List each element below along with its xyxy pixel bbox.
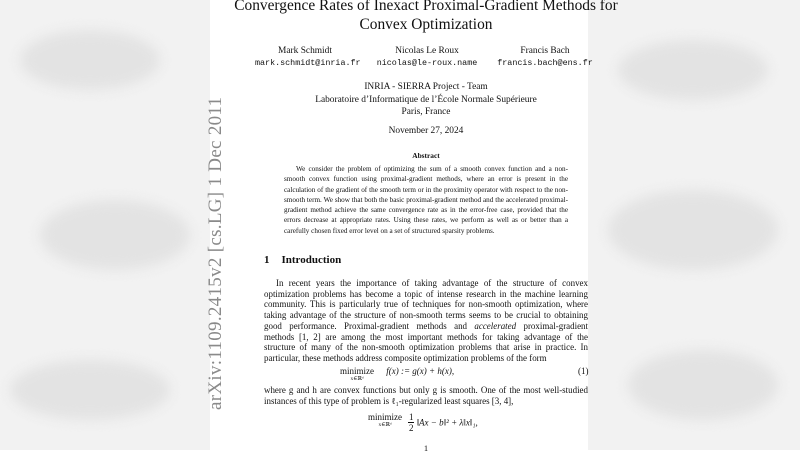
affiliation (226, 81, 626, 119)
affiliation-line-2: Laboratoire d’Informatique de l’École Normale Supérieure (315, 94, 537, 105)
author-email: nicolas@le-roux.name (376, 58, 478, 68)
abstract-heading: Abstract (412, 151, 440, 160)
arxiv-stamp: arXiv:1109.2415v2 [cs.LG] 1 Dec 2011 (205, 96, 226, 410)
abstract-text: We consider the problem of optimizing the sum of a smooth convex function and a non-smooth convex function using proximal-gradient methods, where an error is present in the calculation of the gradient of the smooth term or in the proximity operator with respect to the non-smooth term. We show that both the basic proximal-gradient method and the accelerated proximal-gradient method achieve the same convergence rate as in the error-free case, provided that the errors decrease at appropriate rates. Using these rates, we perform as well as or better than a carefully chosen fixed error level on a set of structured sparsity problems. (284, 165, 568, 235)
fraction-numerator: 1 (409, 412, 414, 422)
page-number: 1 (423, 443, 429, 453)
minimize-label: minimize (368, 412, 402, 422)
minimize-subscript: x∈ℝᵈ (378, 422, 392, 428)
author-name: Mark Schmidt (278, 46, 332, 56)
blur-blob (608, 190, 778, 270)
section-heading (264, 254, 341, 266)
section-title: Introduction (281, 254, 342, 266)
left-blurred-background (0, 0, 210, 450)
title-line-2: Convex Optimization (359, 16, 493, 33)
paper-date: November 27, 2024 (388, 126, 464, 136)
equation-1 (340, 366, 454, 383)
blur-blob (20, 30, 160, 90)
fraction-one-half (408, 412, 414, 433)
affiliation-line-3: Paris, France (401, 107, 451, 118)
author-2 (369, 45, 485, 70)
minimize-operator (340, 366, 374, 383)
minimize-label: minimize (340, 366, 374, 376)
blur-blob (40, 200, 190, 270)
author-email: francis.bach@ens.fr (497, 58, 593, 68)
affiliation-line-1: INRIA - SIERRA Project - Team (364, 82, 488, 92)
paper-title (226, 0, 626, 34)
minimize-operator (368, 412, 402, 429)
author-email: mark.schmidt@inria.fr (255, 58, 361, 68)
title-line-1: Convergence Rates of Inexact Proximal-Gradient Methods for (234, 0, 618, 14)
author-name: Francis Bach (520, 46, 570, 56)
fraction-denominator: 2 (409, 423, 414, 433)
intro-emphasis: accelerated (474, 320, 517, 331)
intro-text-part-2: proximal-gradient methods [1, 2] are among the most important methods for taking advantage of the structure of many of the non-smooth optimization problems that arise in practice. In particular, these methods address composite optimization problems of the form (264, 320, 589, 363)
blur-blob (628, 350, 778, 420)
equation-2 (368, 412, 478, 433)
author-1 (255, 45, 361, 70)
section-number: 1 (264, 254, 270, 266)
equation-1-body: f(x) := g(x) + h(x), (386, 366, 455, 376)
blur-blob (10, 360, 170, 420)
author-3 (495, 45, 595, 70)
right-blurred-background (588, 0, 800, 450)
blur-blob (618, 40, 768, 100)
intro-text-part-1: In recent years the importance of taking advantage of the structure of convex optimization problems has become a topic of intense research in the machine learning community. This is particularly true of techniques for non-smooth optimization, where taking advantage of the structure of non-smooth terms seems to be crucial to obtaining good performance. Proximal-gradient methods and (264, 278, 588, 331)
intro-paragraph-1 (264, 278, 588, 364)
equation-1-number: (1) (578, 366, 589, 376)
minimize-subscript: x∈ℝᵈ (350, 376, 364, 382)
intro-paragraph-2: where g and h are convex functions but only g is smooth. One of the most well-studied instances of this type of problem is ℓ₁-regularized least squares [3, 4], (264, 385, 588, 406)
author-name: Nicolas Le Roux (395, 46, 459, 56)
equation-2-body: ‖Ax − b‖² + λ‖x‖₁, (416, 417, 478, 428)
